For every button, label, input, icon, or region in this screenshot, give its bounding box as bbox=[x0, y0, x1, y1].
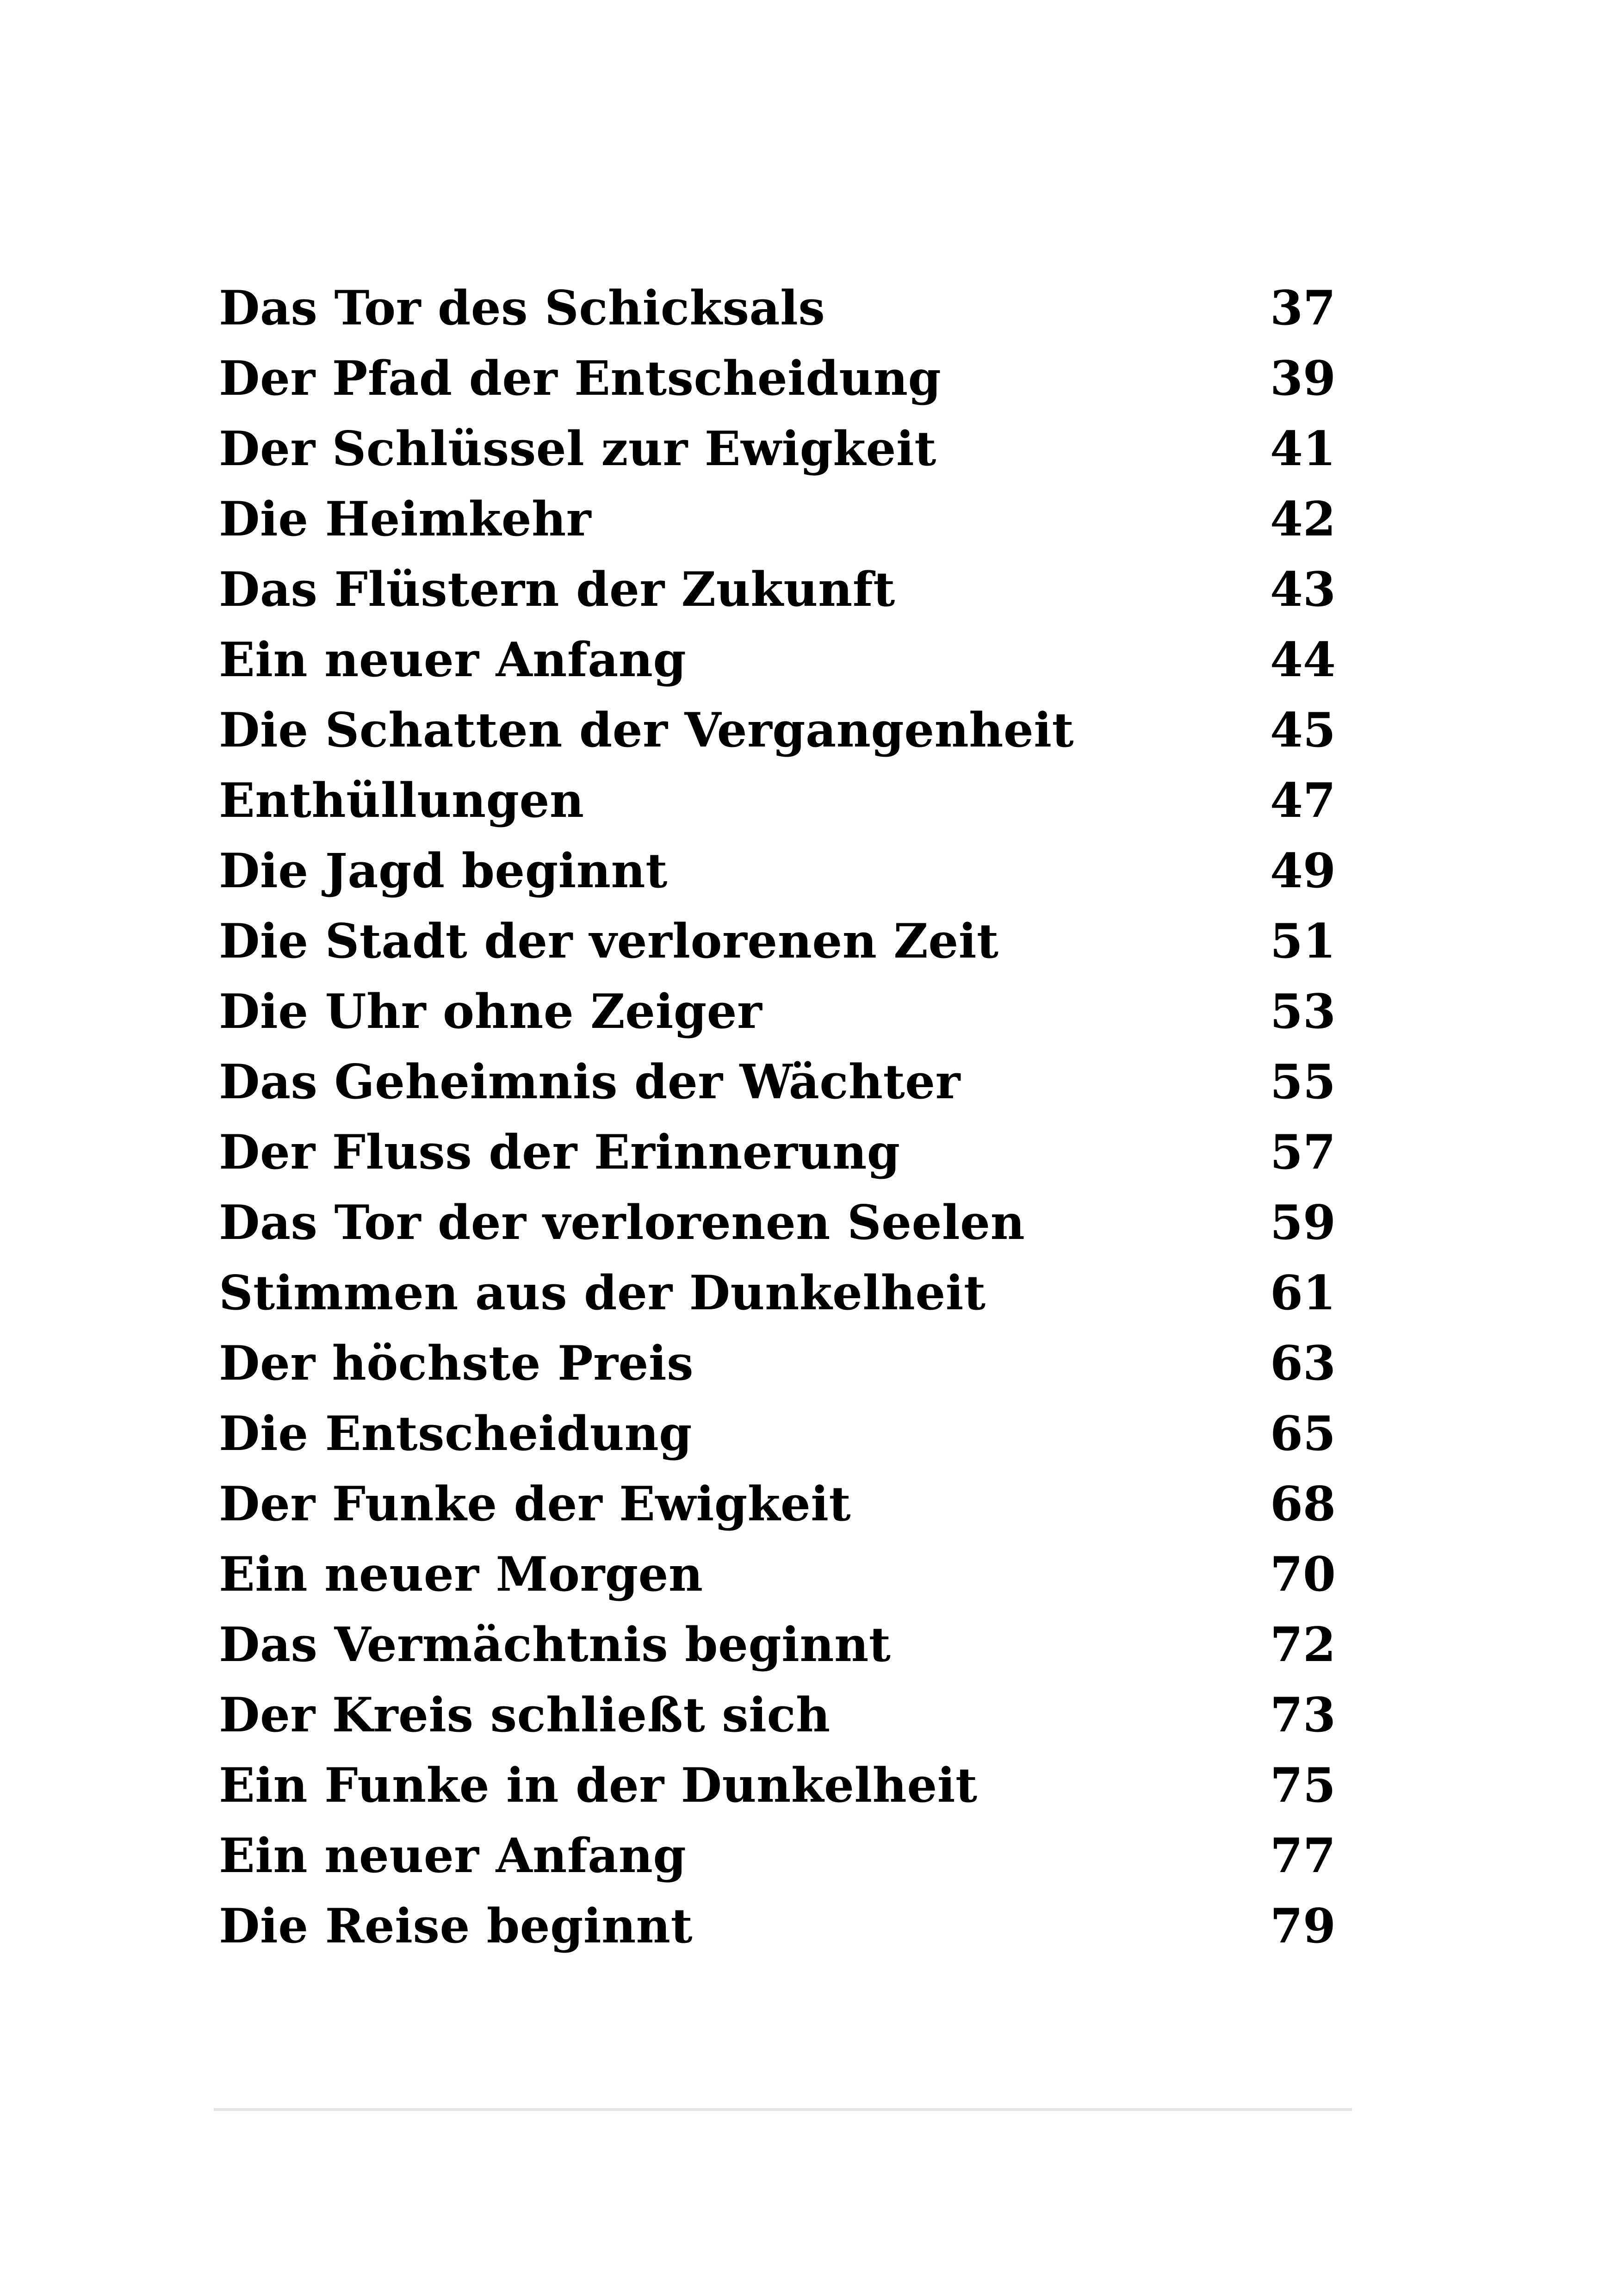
toc-entry-title: Die Heimkehr bbox=[219, 492, 592, 547]
toc-entry bbox=[0, 1328, 1618, 1399]
toc-entry-page: 53 bbox=[1270, 984, 1336, 1039]
toc-entry-page: 45 bbox=[1270, 703, 1336, 758]
toc-entry-page: 43 bbox=[1270, 562, 1336, 617]
toc-entry bbox=[0, 1610, 1618, 1680]
toc-entry-title: Das Flüstern der Zukunft bbox=[219, 562, 895, 617]
toc-entry bbox=[0, 625, 1618, 695]
toc-entry-page: 44 bbox=[1270, 632, 1336, 688]
toc-entry-title: Enthüllungen bbox=[219, 773, 584, 828]
toc-entry-title: Ein Funke in der Dunkelheit bbox=[219, 1758, 978, 1813]
footer-divider bbox=[214, 2108, 1352, 2111]
toc-entry-title: Die Schatten der Vergangenheit bbox=[219, 703, 1074, 758]
toc-entry-title: Die Entscheidung bbox=[219, 1406, 692, 1462]
toc-entry bbox=[0, 695, 1618, 765]
toc-entry bbox=[0, 484, 1618, 554]
toc-entry bbox=[0, 1258, 1618, 1328]
toc-entry-page: 39 bbox=[1270, 351, 1336, 406]
toc-entry-page: 49 bbox=[1270, 843, 1336, 899]
toc-entry-page: 63 bbox=[1270, 1336, 1336, 1391]
toc-entry-title: Ein neuer Anfang bbox=[219, 1828, 687, 1884]
toc-entry-page: 77 bbox=[1270, 1828, 1336, 1884]
toc-entry-title: Das Geheimnis der Wächter bbox=[219, 1054, 961, 1110]
toc-entry bbox=[0, 273, 1618, 343]
toc-entry bbox=[0, 1047, 1618, 1117]
toc-entry bbox=[0, 1750, 1618, 1821]
toc-entry-page: 61 bbox=[1270, 1265, 1336, 1321]
toc-entry-title: Ein neuer Anfang bbox=[219, 632, 687, 688]
toc-entry bbox=[0, 414, 1618, 484]
toc-entry bbox=[0, 1539, 1618, 1610]
toc-entry-title: Die Jagd beginnt bbox=[219, 843, 668, 899]
toc-entry-title: Die Stadt der verlorenen Zeit bbox=[219, 914, 999, 969]
toc-entry bbox=[0, 1821, 1618, 1891]
toc-entry bbox=[0, 906, 1618, 977]
toc-entry bbox=[0, 1188, 1618, 1258]
toc-entry-title: Das Vermächtnis beginnt bbox=[219, 1617, 891, 1673]
toc-entry bbox=[0, 1680, 1618, 1750]
toc-entry-title: Der Schlüssel zur Ewigkeit bbox=[219, 421, 936, 477]
toc-entry-title: Die Uhr ohne Zeiger bbox=[219, 984, 763, 1039]
toc-entry-title: Die Reise beginnt bbox=[219, 1898, 693, 1954]
toc-entry-title: Ein neuer Morgen bbox=[219, 1547, 703, 1602]
toc-entry bbox=[0, 836, 1618, 906]
toc-entry bbox=[0, 1399, 1618, 1469]
toc-entry bbox=[0, 1891, 1618, 1961]
toc-entry-page: 75 bbox=[1270, 1758, 1336, 1813]
toc-entry bbox=[0, 1117, 1618, 1188]
toc-entry-page: 55 bbox=[1270, 1054, 1336, 1110]
toc-entry-title: Der Funke der Ewigkeit bbox=[219, 1476, 851, 1532]
toc-entry-title: Das Tor der verlorenen Seelen bbox=[219, 1195, 1025, 1251]
toc-entry-title: Der höchste Preis bbox=[219, 1336, 694, 1391]
toc-entry-title: Der Kreis schließt sich bbox=[219, 1687, 831, 1743]
toc-entry-page: 65 bbox=[1270, 1406, 1336, 1462]
toc-entry-page: 73 bbox=[1270, 1687, 1336, 1743]
toc-entry-title: Stimmen aus der Dunkelheit bbox=[219, 1265, 986, 1321]
toc-entry bbox=[0, 977, 1618, 1047]
toc-entry-page: 47 bbox=[1270, 773, 1336, 828]
toc-entry-page: 42 bbox=[1270, 492, 1336, 547]
toc-entry bbox=[0, 554, 1618, 625]
toc-entry-page: 70 bbox=[1270, 1547, 1336, 1602]
toc-entry-page: 72 bbox=[1270, 1617, 1336, 1673]
toc-entry-title: Der Pfad der Entscheidung bbox=[219, 351, 942, 406]
toc-entry-page: 59 bbox=[1270, 1195, 1336, 1251]
toc-entry-page: 57 bbox=[1270, 1125, 1336, 1180]
toc-entry bbox=[0, 765, 1618, 836]
toc-entry bbox=[0, 343, 1618, 414]
toc-entry-page: 37 bbox=[1270, 280, 1336, 336]
toc-entry-title: Der Fluss der Erinnerung bbox=[219, 1125, 900, 1180]
toc-entry-title: Das Tor des Schicksals bbox=[219, 280, 825, 336]
toc-entry-page: 79 bbox=[1270, 1898, 1336, 1954]
toc-entry-page: 68 bbox=[1270, 1476, 1336, 1532]
toc-entry-page: 41 bbox=[1270, 421, 1336, 477]
toc-entry bbox=[0, 1469, 1618, 1539]
toc-entry-page: 51 bbox=[1270, 914, 1336, 969]
